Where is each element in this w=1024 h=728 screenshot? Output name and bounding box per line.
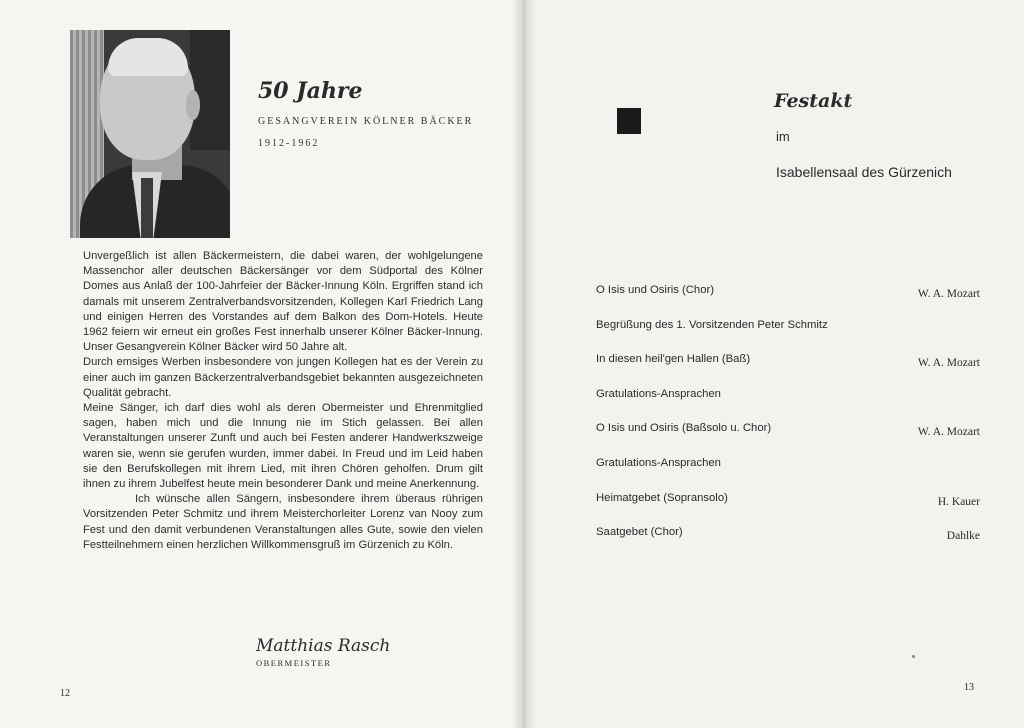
program-item-title: In diesen heil'gen Hallen (Baß) xyxy=(596,353,751,366)
venue-name: Isabellensaal des Gürzenich xyxy=(776,164,952,180)
program-item xyxy=(596,353,986,388)
program-item-title: O Isis und Osiris (Chor) xyxy=(596,284,715,296)
letter-body xyxy=(83,249,483,553)
anniversary-heading: 50 Jahre xyxy=(258,78,363,104)
page-number-right: 13 xyxy=(964,682,974,693)
program-item-title: Begrüßung des 1. Vorsitzenden Peter Schmitz xyxy=(596,318,828,331)
signature: Matthias Rasch xyxy=(256,636,391,656)
society-name: GESANGVEREIN KÖLNER BÄCKER xyxy=(258,116,474,127)
book-gutter xyxy=(512,0,536,728)
program-item-title: Gratulations-Ansprachen xyxy=(596,456,721,469)
program-item xyxy=(596,526,986,561)
program-item xyxy=(596,492,986,527)
black-square-mark xyxy=(617,108,641,134)
program-item-title: Gratulations-Ansprachen xyxy=(596,387,721,400)
speck-dot xyxy=(912,655,915,658)
paragraph: Ich wünsche allen Sängern, insbesondere ihrem überaus rührigen Vorsitzenden Peter Schmitz und ihrem Meisterchorleiter Lorenz van Nooy zum Fest und den damit verbundenen Veranstaltungen alles Gute, sowie den vielen Festteilnehmern einen herzlichen Willkommensgruß im Gürzenich zu Köln. xyxy=(83,493,483,551)
program-item-title: O Isis und Osiris (Baßsolo u. Chor) xyxy=(596,422,772,435)
page-number-left: 12 xyxy=(60,688,70,699)
program-item xyxy=(596,457,986,492)
venue-prefix: im xyxy=(776,129,790,144)
years-range: 1912-1962 xyxy=(258,138,320,149)
program-item xyxy=(596,422,986,457)
program-item-composer: W. A. Mozart xyxy=(917,288,980,300)
paragraph: Meine Sänger, ich darf dies wohl als deren Obermeister und Ehrenmitglied sagen, haben mich und die Innung nie im Stich gelassen. Bei allen Veranstaltungen unserer Zunft und auch bei Festen anderer Handwerkszweige waren sie, wenn sie gerufen wurden, immer dabei. In Freud und im Leid haben sie den Berufskollegen mit ihrem Lied, mit ihren Chören geholfen. Drum gilt ihnen zu ihrem Jubelfest heute mein besonderer Dank und meine Anerkennung. xyxy=(83,402,483,491)
program-item-composer: H. Kauer xyxy=(937,495,980,508)
program-item xyxy=(596,319,986,354)
paragraph: Unvergeßlich ist allen Bäckermeistern, die dabei waren, der wohlgelungene Massenchor aller deutschen Bäckersänger vor dem Südportal des Kölner Domes aus Anlaß der 100-Jahrfeier der Bäcker-Innung Köln. Ergriffen stand ich damals mit unserem Zentralverbandsvorsitzenden, Kollegen Karl Friedrich Lang und einigen Herren des Vorstandes auf dem Balkon des Dom-Hotels. Heute 1962 feiern wir erneut ein großes Fest innerhalb unserer Kölner Bäcker-Innung. Unser Gesangverein Kölner Bäcker wird 50 Jahre alt. xyxy=(83,250,483,354)
program-item-composer: Dahlke xyxy=(946,530,980,543)
program-item-title: Saatgebet (Chor) xyxy=(596,526,683,539)
program-item-composer: W. A. Mozart xyxy=(917,357,980,370)
program-item-composer: W. A. Mozart xyxy=(917,426,980,439)
program-item xyxy=(596,388,986,423)
program-item xyxy=(596,284,986,319)
festakt-heading: Festakt xyxy=(774,90,853,112)
signature-title: OBERMEISTER xyxy=(256,658,332,668)
paragraph: Durch emsiges Werben insbesondere von jungen Kollegen hat es der Verein zu einer auch im ganzen Bäckerzentralverbandsgebiet bekannten ausgezeichneten Qualität gebracht. xyxy=(83,356,483,399)
program-item-title: Heimatgebet (Sopransolo) xyxy=(596,491,728,504)
portrait-photo xyxy=(70,30,230,238)
program-list xyxy=(596,284,986,561)
